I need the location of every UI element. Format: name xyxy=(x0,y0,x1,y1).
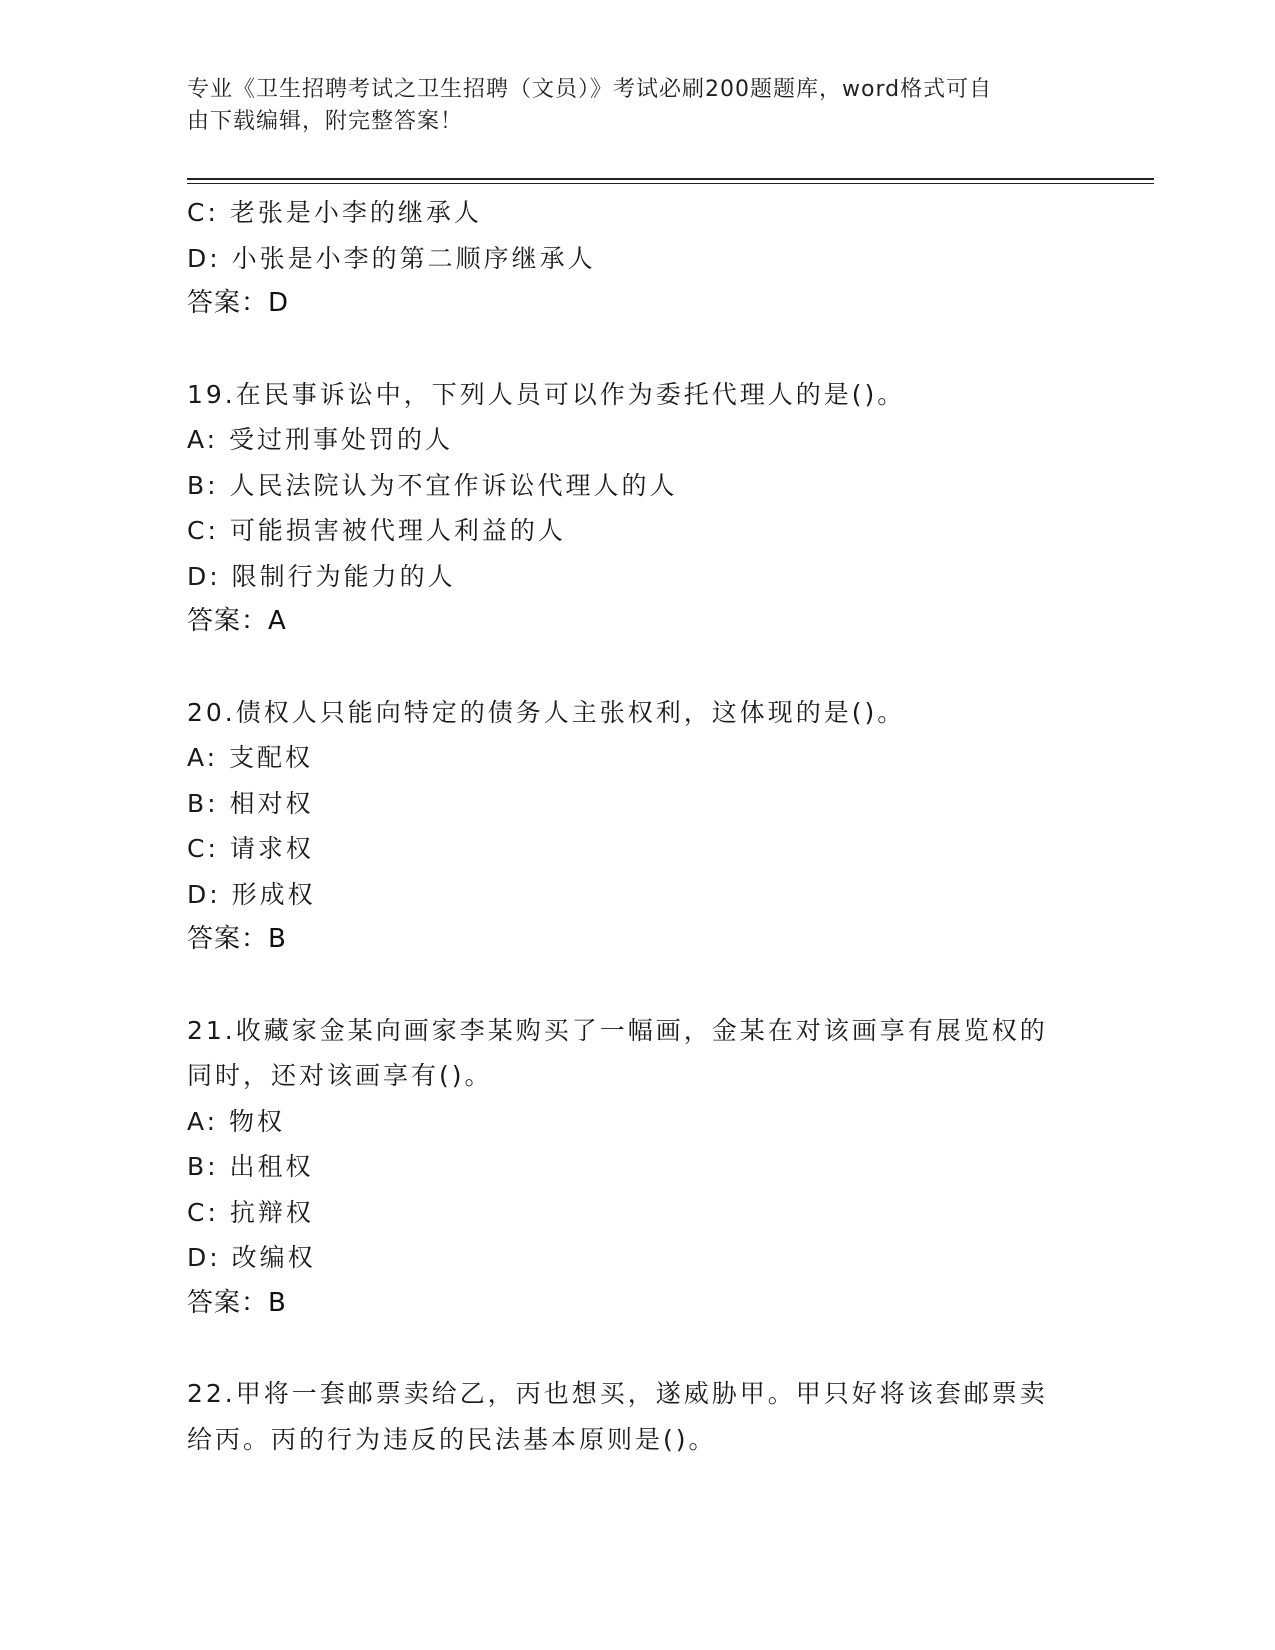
question-stem-continued: 同时，还对该画享有()。 xyxy=(187,1061,493,1090)
option-b: B: 人民法院认为不宜作诉讼代理人的人 xyxy=(187,470,678,500)
question-stem: 21.收藏家金某向画家李某购买了一幅画，金某在对该画享有展览权的 xyxy=(187,1015,1048,1045)
question-stem: 22.甲将一套邮票卖给乙，丙也想买，遂威胁甲。甲只好将该套邮票卖 xyxy=(187,1379,1048,1408)
option-a: A: 支配权 xyxy=(187,743,314,772)
header-line-1: 专业《卫生招聘考试之卫生招聘（文员）》考试必刷200题题库，word格式可自 xyxy=(187,77,993,102)
option-c: C: 可能损害被代理人利益的人 xyxy=(187,516,566,545)
option-d: D: 限制行为能力的人 xyxy=(187,561,456,591)
option-d: D: 小张是小李的第二顺序继承人 xyxy=(187,243,596,273)
header-line-2: 由下载编辑，附完整答案！ xyxy=(187,109,464,134)
question-stem: 20.债权人只能向特定的债务人主张权利，这体现的是()。 xyxy=(187,697,906,727)
question-stem-continued: 给丙。丙的行为违反的民法基本原则是()。 xyxy=(187,1424,717,1454)
answer-line: 答案：B xyxy=(187,1287,287,1318)
option-a: A: 受过刑事处罚的人 xyxy=(187,425,454,454)
question-list xyxy=(187,190,1087,1462)
option-c: C: 抗辩权 xyxy=(187,1197,314,1227)
answer-line: 答案：D xyxy=(187,288,290,318)
question-block-19 xyxy=(187,372,1087,645)
question-block-21 xyxy=(187,1008,1087,1327)
option-d: D: 改编权 xyxy=(187,1243,316,1272)
option-b: B: 相对权 xyxy=(187,788,314,818)
option-b: B: 出租权 xyxy=(187,1152,314,1181)
question-stem: 19.在民事诉讼中，下列人员可以作为委托代理人的是()。 xyxy=(187,379,906,409)
question-block-18 xyxy=(187,190,1087,327)
option-c: C: 老张是小李的继承人 xyxy=(187,198,482,227)
option-d: D: 形成权 xyxy=(187,879,316,909)
header-rule-thin xyxy=(187,183,1154,184)
answer-line: 答案：B xyxy=(187,924,287,954)
option-a: A: 物权 xyxy=(187,1106,286,1136)
option-c: C: 请求权 xyxy=(187,834,314,863)
header-rule-thick xyxy=(187,178,1154,180)
question-block-20 xyxy=(187,690,1087,963)
question-block-22 xyxy=(187,1371,1087,1462)
answer-line: 答案：A xyxy=(187,606,287,636)
document-header xyxy=(187,74,1067,138)
